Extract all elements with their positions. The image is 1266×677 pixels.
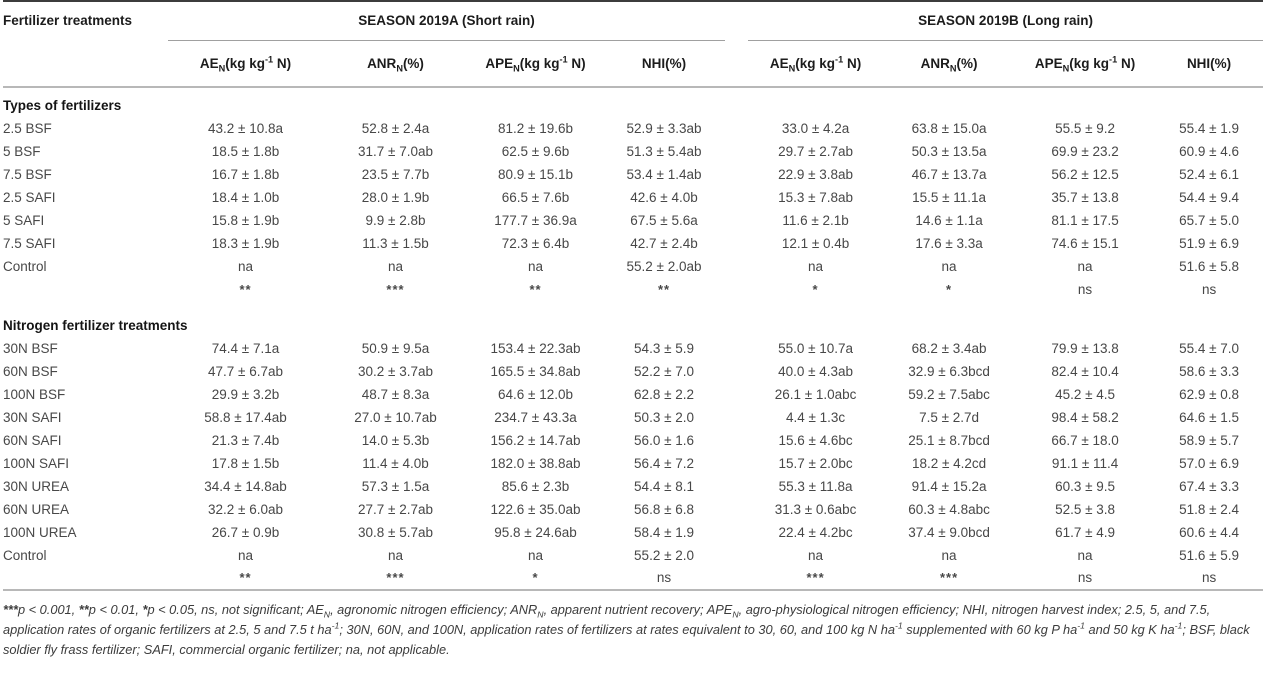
cell-value: 15.7 ± 2.0bc — [778, 455, 853, 471]
row-label: 30N UREA — [3, 478, 70, 494]
cell-value: 48.7 ± 8.3a — [361, 386, 430, 402]
significance-row — [3, 278, 1263, 301]
cell-value: 52.4 ± 6.1 — [1179, 166, 1240, 182]
cell-value: 40.0 ± 4.3ab — [778, 363, 854, 379]
column-gap — [725, 117, 748, 140]
column-header-apen-2019b: $APE_N(kg$ $kg^{-1}$ N) — [1015, 40, 1155, 87]
cell-value: 56.2 ± 12.5 — [1051, 166, 1119, 182]
table-row — [3, 521, 1263, 544]
section-title: Types of fertilizers — [3, 97, 122, 113]
cell-value: 58.9 ± 5.7 — [1179, 432, 1240, 448]
season-header-row — [3, 1, 1263, 40]
cell-value: 56.8 ± 6.8 — [634, 501, 694, 517]
cell-value: 74.4 ± 7.1a — [211, 340, 280, 356]
cell-value: 91.4 ± 15.2a — [911, 478, 987, 494]
cell-value: *** — [939, 570, 959, 585]
cell-value: 79.9 ± 13.8 — [1051, 340, 1119, 356]
cell-value: 182.0 ± 38.8ab — [490, 455, 581, 471]
cell-value: 43.2 ± 10.8a — [208, 120, 283, 136]
cell-value: 62.5 ± 9.6b — [501, 143, 570, 159]
cell-value: 21.3 ± 7.4b — [211, 432, 280, 448]
cell-value: 66.5 ± 7.6b — [501, 189, 570, 205]
table-row — [3, 337, 1263, 360]
cell-value: 54.4 ± 8.1 — [634, 478, 694, 494]
cell-value: 50.3 ± 2.0 — [634, 409, 694, 425]
cell-value: 17.6 ± 3.3a — [915, 235, 983, 251]
row-label — [3, 567, 168, 590]
column-gap — [725, 406, 748, 429]
cell-value: 14.0 ± 5.3b — [361, 432, 430, 448]
cell-value: 12.1 ± 0.4b — [781, 235, 850, 251]
row-label: 7.5 BSF — [3, 166, 52, 182]
table-row — [3, 140, 1263, 163]
cell-value: 122.6 ± 35.0ab — [490, 501, 581, 517]
cell-value: 59.2 ± 7.5abc — [908, 386, 990, 402]
cell-value: 153.4 ± 22.3ab — [490, 340, 581, 356]
table-row — [3, 383, 1263, 406]
cell-value: 46.7 ± 13.7a — [911, 166, 987, 182]
cell-value: 45.2 ± 4.5 — [1055, 386, 1116, 402]
cell-value: 55.2 ± 2.0 — [634, 547, 694, 563]
cell-value: na — [527, 258, 544, 274]
cell-value: 11.6 ± 2.1b — [782, 212, 849, 228]
cell-value: 32.9 ± 6.3bcd — [908, 363, 990, 379]
cell-value: 15.3 ± 7.8ab — [778, 189, 854, 205]
table-row — [3, 406, 1263, 429]
cell-value: 58.8 ± 17.4ab — [204, 409, 287, 425]
cell-value: 18.4 ± 1.0b — [211, 189, 280, 205]
cell-value: 85.6 ± 2.3b — [501, 478, 570, 494]
cell-value: 69.9 ± 23.2 — [1051, 143, 1119, 159]
cell-value: 55.5 ± 9.2 — [1055, 120, 1116, 136]
cell-value: * — [812, 281, 819, 297]
cell-value: 27.0 ± 10.7ab — [354, 409, 437, 425]
cell-value: na — [387, 258, 404, 274]
cell-value: 17.8 ± 1.5b — [211, 455, 280, 471]
column-gap — [725, 278, 748, 301]
cell-value: 64.6 ± 12.0b — [498, 386, 573, 402]
cell-value: na — [527, 547, 544, 563]
cell-value: ns — [656, 570, 672, 585]
cell-value: 58.6 ± 3.3 — [1179, 363, 1240, 379]
cell-value: 14.6 ± 1.1a — [915, 212, 983, 228]
cell-value: 51.3 ± 5.4ab — [626, 143, 702, 159]
cell-value: 58.4 ± 1.9 — [634, 524, 694, 540]
cell-value: na — [941, 258, 957, 274]
cell-value: ns — [1077, 570, 1093, 585]
section-title-row — [3, 87, 1263, 117]
cell-value: 57.0 ± 6.9 — [1179, 455, 1240, 471]
column-gap — [725, 163, 748, 186]
cell-value: 65.7 ± 5.0 — [1179, 212, 1240, 228]
cell-value: 30.8 ± 5.7ab — [358, 524, 433, 540]
cell-value: 82.4 ± 10.4 — [1051, 363, 1119, 379]
row-label: 30N BSF — [3, 340, 58, 356]
cell-value: 26.7 ± 0.9b — [211, 524, 280, 540]
cell-value: 60.3 ± 4.8abc — [908, 501, 990, 517]
table-row — [3, 475, 1263, 498]
table-row — [3, 209, 1263, 232]
cell-value: * — [532, 570, 539, 585]
cell-value: na — [941, 547, 957, 563]
column-header-fertilizer-treatments: Fertilizer treatments — [3, 1, 168, 87]
cell-value: na — [808, 258, 824, 274]
row-label: 100N UREA — [3, 524, 77, 540]
row-label: 2.5 BSF — [3, 120, 52, 136]
cell-value: 52.9 ± 3.3ab — [626, 120, 702, 136]
table-row — [3, 163, 1263, 186]
column-gap — [725, 186, 748, 209]
cell-value: 67.5 ± 5.6a — [630, 212, 698, 228]
column-header-anrn-2019b: $ANR_N(\%)$ — [883, 40, 1015, 87]
cell-value: 53.4 ± 1.4ab — [626, 166, 702, 182]
cell-value: 51.8 ± 2.4 — [1179, 501, 1240, 517]
cell-value: 234.7 ± 43.3a — [494, 409, 577, 425]
table-row — [3, 255, 1263, 278]
results-table — [3, 0, 1263, 591]
cell-value: na — [1077, 258, 1093, 274]
cell-value: 51.9 ± 6.9 — [1179, 235, 1240, 251]
column-header-anrn-2019a: $ANR_N(\%)$ — [323, 40, 468, 87]
column-gap — [725, 209, 748, 232]
cell-value: 7.5 ± 2.7d — [919, 409, 980, 425]
column-header-nhi-2019b: NHI(%) — [1155, 40, 1263, 87]
column-group-season-2019a: SEASON 2019A (Short rain) — [168, 1, 725, 40]
cell-value: 26.1 ± 1.0abc — [774, 386, 857, 402]
cell-value: 32.2 ± 6.0ab — [208, 501, 283, 517]
cell-value: 16.7 ± 1.8b — [211, 166, 280, 182]
column-gap — [725, 337, 748, 360]
row-label — [3, 278, 168, 301]
cell-value: 61.7 ± 4.9 — [1055, 524, 1116, 540]
cell-value: 60.6 ± 4.4 — [1179, 524, 1240, 540]
cell-value: 67.4 ± 3.3 — [1179, 478, 1240, 494]
cell-value: 74.6 ± 15.1 — [1051, 235, 1119, 251]
cell-value: 56.0 ± 1.6 — [634, 432, 694, 448]
cell-value: 15.5 ± 11.1a — [912, 189, 987, 205]
cell-value: 22.4 ± 4.2bc — [778, 524, 853, 540]
column-gap — [725, 360, 748, 383]
cell-value: 55.4 ± 7.0 — [1179, 340, 1240, 356]
cell-value: 18.3 ± 1.9b — [211, 235, 280, 251]
cell-value: 52.2 ± 7.0 — [634, 363, 694, 379]
cell-value: 95.8 ± 24.6ab — [494, 524, 577, 540]
cell-value: 60.3 ± 9.5 — [1055, 478, 1116, 494]
cell-value: 34.4 ± 14.8ab — [204, 478, 287, 494]
cell-value: 42.7 ± 2.4b — [630, 235, 698, 251]
significance-row — [3, 567, 1263, 590]
cell-value: 55.3 ± 11.8a — [778, 478, 853, 494]
cell-value: 81.2 ± 19.6b — [498, 120, 573, 136]
column-gap — [725, 567, 748, 590]
cell-value: 4.4 ± 1.3c — [785, 409, 846, 425]
column-group-season-2019b: SEASON 2019B (Long rain) — [748, 1, 1263, 40]
cell-value: 28.0 ± 1.9b — [361, 189, 430, 205]
column-gap — [725, 232, 748, 255]
cell-value: 55.0 ± 10.7a — [778, 340, 854, 356]
column-gap — [725, 383, 748, 406]
cell-value: 62.8 ± 2.2 — [634, 386, 694, 402]
table-footnote: ***p < 0.001, **p < 0.01, *p < 0.05, ns, not significant; $AE_N$, agronomic nitrogen efficiency; $ANR_N$, apparent nutrient recovery; $APE_N$, agro-physiological nitrogen efficiency; NHI, nitrogen harvest index; 2.5, 5, and 7.5, application rates of organic fertilizers at 2.5, 5 and 7.5 t $ha^{-1}$; 30N, 60N, and 100N, application rates of fertilizers at rates equivalent to 30, 60, and 100 kg N $ha^{-1}$ supplemented with 60 kg P $ha^{-1}$ and 50 kg K $ha^{-1}$; BSF, black soldier fly frass fertilizer; SAFI, commercial organic fertilizer; na, not applicable. — [3, 601, 1250, 658]
sub-header-row — [3, 40, 1263, 87]
cell-value: ** — [239, 570, 252, 585]
cell-value: 60.9 ± 4.6 — [1179, 143, 1240, 159]
cell-value: 80.9 ± 15.1b — [498, 166, 573, 182]
row-label: 60N BSF — [3, 363, 58, 379]
cell-value: 15.8 ± 1.9b — [211, 212, 280, 228]
cell-value: 81.1 ± 17.5 — [1051, 212, 1119, 228]
cell-value: 51.6 ± 5.8 — [1179, 258, 1240, 274]
cell-value: 18.5 ± 1.8b — [211, 143, 280, 159]
column-gap — [725, 429, 748, 452]
cell-value: 68.2 ± 3.4ab — [911, 340, 987, 356]
column-gap — [725, 255, 748, 278]
cell-value: 57.3 ± 1.5a — [361, 478, 430, 494]
cell-value: 50.9 ± 9.5a — [361, 340, 430, 356]
row-label: 60N SAFI — [3, 432, 62, 448]
cell-value: 156.2 ± 14.7ab — [490, 432, 581, 448]
cell-value: 72.3 ± 6.4b — [501, 235, 570, 251]
cell-value: 66.7 ± 18.0 — [1051, 432, 1119, 448]
cell-value: *** — [806, 570, 825, 585]
cell-value: 55.4 ± 1.9 — [1179, 120, 1240, 136]
cell-value: 52.8 ± 2.4a — [361, 120, 430, 136]
cell-value: na — [237, 258, 254, 274]
cell-value: na — [237, 547, 254, 563]
cell-value: na — [387, 547, 404, 563]
row-label: 2.5 SAFI — [3, 189, 56, 205]
cell-value: na — [1077, 547, 1093, 563]
cell-value: 47.7 ± 6.7ab — [208, 363, 283, 379]
cell-value: 30.2 ± 3.7ab — [358, 363, 433, 379]
cell-value: 31.3 ± 0.6abc — [774, 501, 857, 517]
cell-value: 51.6 ± 5.9 — [1179, 547, 1240, 563]
table-row — [3, 544, 1263, 567]
cell-value: 52.5 ± 3.8 — [1055, 501, 1116, 517]
cell-value: ** — [529, 281, 542, 297]
column-gap — [725, 452, 748, 475]
cell-value: * — [946, 281, 953, 297]
column-gap — [725, 544, 748, 567]
cell-value: 54.3 ± 5.9 — [634, 340, 694, 356]
cell-value: 56.4 ± 7.2 — [634, 455, 694, 471]
section-title-row — [3, 301, 1263, 337]
cell-value: 25.1 ± 8.7bcd — [908, 432, 990, 448]
column-gap — [725, 521, 748, 544]
cell-value: ** — [657, 281, 671, 297]
table-row — [3, 429, 1263, 452]
cell-value: 23.5 ± 7.7b — [361, 166, 430, 182]
cell-value: *** — [386, 281, 405, 297]
cell-value: 64.6 ± 1.5 — [1179, 409, 1240, 425]
table-row — [3, 117, 1263, 140]
cell-value: 18.2 ± 4.2cd — [911, 455, 987, 471]
cell-value: 165.5 ± 34.8ab — [490, 363, 581, 379]
column-gap — [725, 498, 748, 521]
table-row — [3, 452, 1263, 475]
cell-value: 27.7 ± 2.7ab — [358, 501, 433, 517]
cell-value: 177.7 ± 36.9a — [494, 212, 577, 228]
column-gap — [725, 1, 748, 87]
cell-value: 22.9 ± 3.8ab — [778, 166, 854, 182]
cell-value: ns — [1077, 281, 1093, 297]
cell-value: 54.4 ± 9.4 — [1179, 189, 1240, 205]
cell-value: 55.2 ± 2.0ab — [626, 258, 702, 274]
column-header-nhi-2019a: NHI(%) — [603, 40, 725, 87]
cell-value: 29.7 ± 2.7ab — [778, 143, 854, 159]
cell-value: na — [808, 547, 824, 563]
cell-value: 98.4 ± 58.2 — [1051, 409, 1119, 425]
row-label: 100N SAFI — [3, 455, 70, 471]
cell-value: ns — [1201, 570, 1217, 585]
cell-value: 91.1 ± 11.4 — [1051, 455, 1119, 471]
cell-value: 31.7 ± 7.0ab — [358, 143, 433, 159]
cell-value: 62.9 ± 0.8 — [1179, 386, 1240, 402]
cell-value: ** — [239, 281, 252, 297]
table-row — [3, 360, 1263, 383]
cell-value: 11.3 ± 1.5b — [362, 235, 429, 251]
row-label: Control — [3, 258, 47, 274]
column-header-aen-2019b: $AE_N(kg$ $kg^{-1}$ N) — [748, 40, 883, 87]
cell-value: 11.4 ± 4.0b — [362, 455, 429, 471]
cell-value: 35.7 ± 13.8 — [1051, 189, 1119, 205]
column-header-apen-2019a: $APE_N(kg$ $kg^{-1}$ N) — [468, 40, 603, 87]
table-row — [3, 186, 1263, 209]
section-title: Nitrogen fertilizer treatments — [3, 317, 188, 333]
cell-value: 63.8 ± 15.0a — [911, 120, 987, 136]
cell-value: *** — [386, 570, 405, 585]
cell-value: 33.0 ± 4.2a — [781, 120, 850, 136]
row-label: 7.5 SAFI — [3, 235, 56, 251]
row-label: 60N UREA — [3, 501, 70, 517]
cell-value: 29.9 ± 3.2b — [211, 386, 280, 402]
row-label: 5 SAFI — [3, 212, 45, 228]
column-header-aen-2019a: $AE_N(kg$ $kg^{-1}$ N) — [168, 40, 323, 87]
cell-value: 9.9 ± 2.8b — [365, 212, 426, 228]
cell-value: 37.4 ± 9.0bcd — [908, 524, 990, 540]
cell-value: 50.3 ± 13.5a — [911, 143, 987, 159]
column-gap — [725, 140, 748, 163]
table-row — [3, 498, 1263, 521]
row-label: 100N BSF — [3, 386, 66, 402]
row-label: 30N SAFI — [3, 409, 62, 425]
table-row — [3, 232, 1263, 255]
row-label: 5 BSF — [3, 143, 41, 159]
cell-value: 15.6 ± 4.6bc — [778, 432, 853, 448]
row-label: Control — [3, 547, 47, 563]
cell-value: ns — [1201, 281, 1217, 297]
column-gap — [725, 475, 748, 498]
cell-value: 42.6 ± 4.0b — [630, 189, 698, 205]
